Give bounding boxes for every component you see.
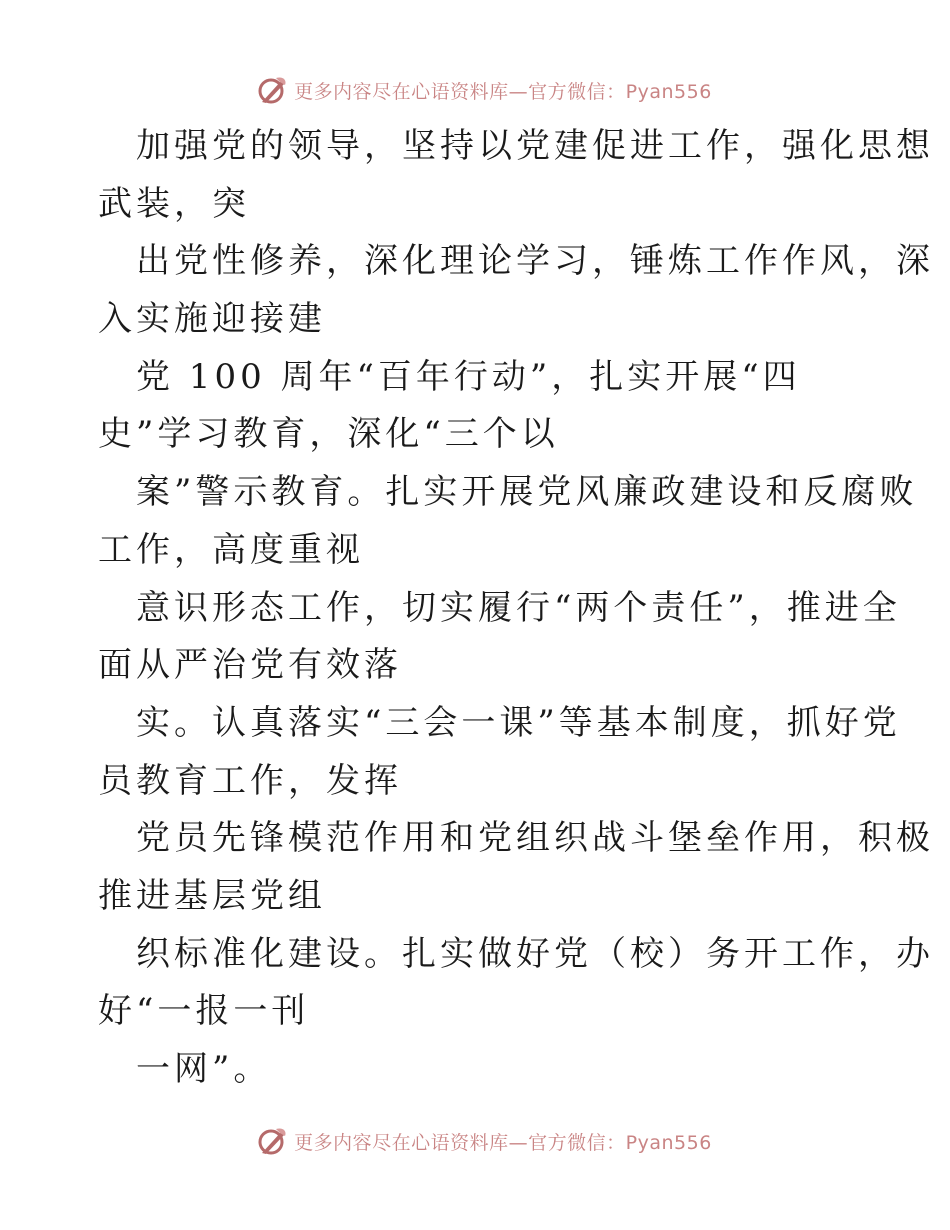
- header-watermark: [0, 70, 950, 110]
- paragraph-line: 好“一报一刊: [98, 991, 310, 1032]
- paragraph-line: 出党性修养，深化理论学习，锤炼工作作风，深: [136, 241, 934, 282]
- paragraph-line: 意识形态工作，切实履行“两个责任”，推进全: [136, 587, 901, 628]
- watermark-text: 更多内容尽在心语资料库—官方微信：Pyan556: [294, 1131, 712, 1154]
- paragraph-line: 推进基层党组: [98, 875, 326, 916]
- paragraph-line: 一网”。: [136, 1049, 272, 1089]
- quill-logo-icon: [256, 1125, 288, 1157]
- paragraph-line: 武装，突: [98, 183, 250, 224]
- paragraph-line: 党员先锋模范作用和党组织战斗堡垒作用，积极: [136, 818, 934, 859]
- paragraph-line: 史”学习教育，深化“三个以: [98, 414, 559, 455]
- footer-watermark: [0, 1121, 950, 1161]
- paragraph-line: 党 100 周年“百年行动”，扎实开展“四: [136, 356, 801, 397]
- paragraph-line: 实。认真落实“三会一课”等基本制度，抓好党: [136, 702, 901, 743]
- paragraph-line: 入实施迎接建: [98, 299, 326, 340]
- paragraph-line: 面从严治党有效落: [98, 645, 402, 686]
- paragraph-line: 织标准化建设。扎实做好党（校）务开工作，办: [136, 933, 934, 974]
- paragraph-line: 案”警示教育。扎实开展党风廉政建设和反腐败: [136, 472, 918, 513]
- document-body: [98, 118, 934, 1099]
- watermark-text: 更多内容尽在心语资料库—官方微信：Pyan556: [294, 80, 712, 103]
- paragraph-line: 加强党的领导，坚持以党建促进工作，强化思想: [136, 126, 934, 166]
- quill-logo-icon: [256, 74, 288, 106]
- paragraph-line: 工作，高度重视: [98, 529, 364, 570]
- paragraph-line: 员教育工作，发挥: [98, 760, 402, 801]
